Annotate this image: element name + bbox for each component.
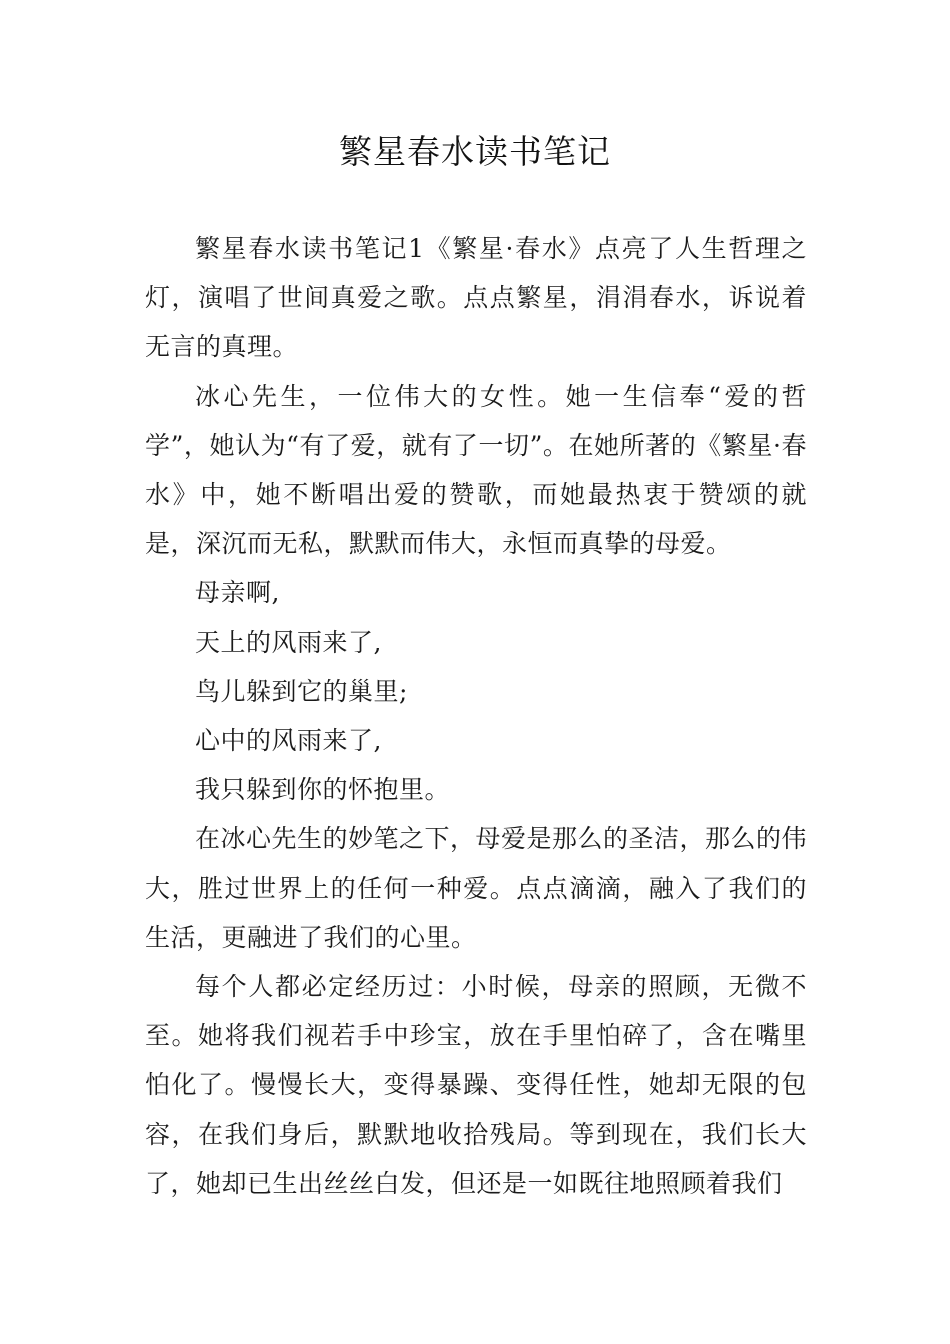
paragraph-2: 冰心先生，一位伟大的女性。她一生信奉“爱的哲学”，她认为“有了爱，就有了一切”。在她所著的《繁星·春水》中，她不断唱出爱的赞歌，而她最热衷于赞颂的就是，深沉而无私，默默而伟大，永恒而真挚的母爱。 bbox=[145, 381, 807, 559]
poem-line-2: 天上的风雨来了, bbox=[195, 627, 382, 657]
paragraph-1: 繁星春水读书笔记1《繁星·春水》点亮了人生哲理之灯，演唱了世间真爱之歌。点点繁星，涓涓春水，诉说着无言的真理。 bbox=[145, 234, 807, 362]
paragraph-3: 在冰心先生的妙笔之下，母爱是那么的圣洁，那么的伟大，胜过世界上的任何一种爱。点点滴滴，融入了我们的生活，更融进了我们的心里。 bbox=[145, 824, 808, 952]
poem-line-5: 我只躲到你的怀抱里。 bbox=[195, 775, 451, 805]
paragraph-4: 每个人都必定经历过：小时候，母亲的照顾，无微不至。她将我们视若手中珍宝，放在手里怕碎了，含在嘴里怕化了。慢慢长大，变得暴躁、变得任性，她却无限的包容，在我们身后，默默地收拾残局。等到现在，我们长大了，她却已生出丝丝白发，但还是一如既往地照顾着我们 bbox=[145, 972, 807, 1198]
poem-line-4: 心中的风雨来了, bbox=[195, 726, 382, 756]
document-title: 繁星春水读书笔记 bbox=[339, 132, 611, 171]
poem-line-1: 母亲啊, bbox=[195, 578, 280, 608]
poem-line-3: 鸟儿躲到它的巢里; bbox=[195, 676, 408, 706]
document-body bbox=[145, 224, 807, 1208]
